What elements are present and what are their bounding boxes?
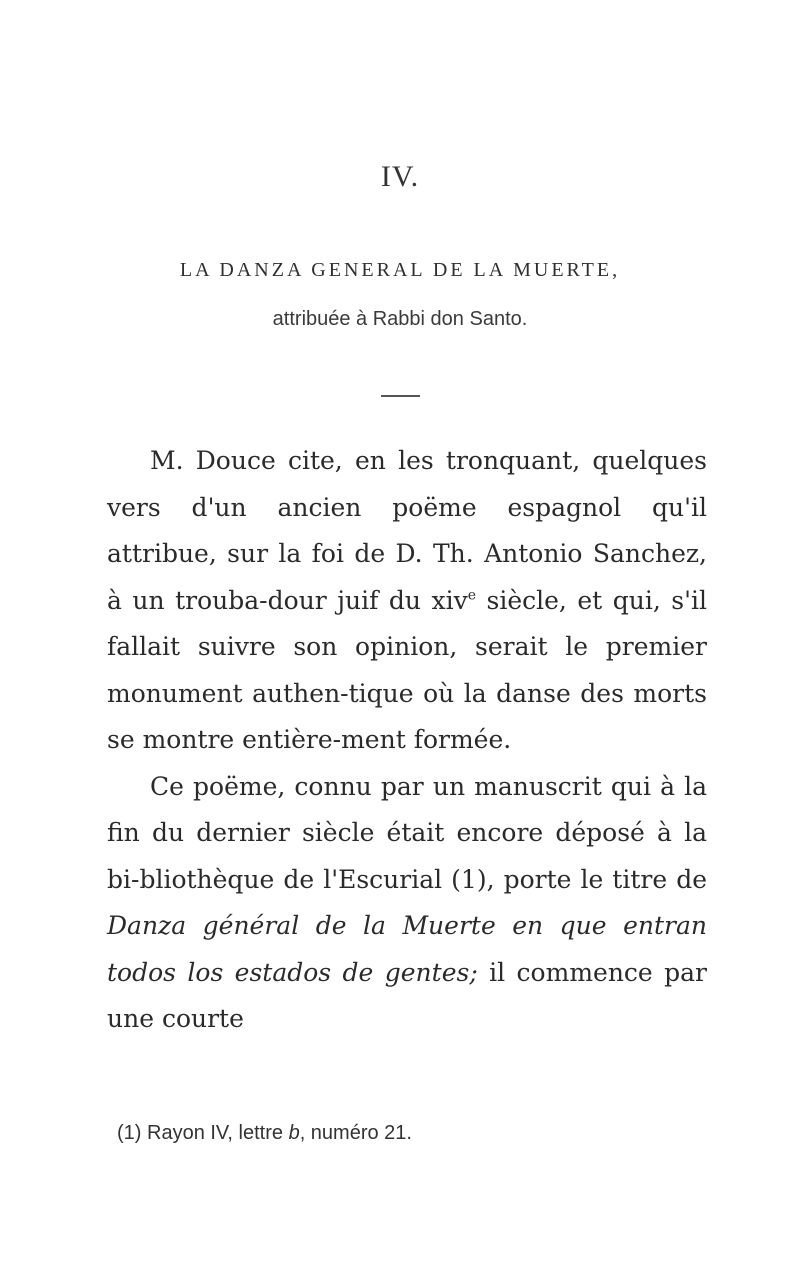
paragraph-2-text-a: Ce poëme, connu par un manuscrit qui à la fin du dernier siècle était encore déposé à la bi-bliothèque de l'Escurial (1), porte le titre de (107, 771, 707, 894)
footnote (117, 1122, 717, 1145)
body-text (107, 438, 707, 1043)
century-superscript: e (467, 587, 476, 604)
section-title: LA DANZA GENERAL DE LA MUERTE, (179, 259, 621, 281)
paragraph-2 (107, 764, 707, 1043)
paragraph-2-text-b: il commence par une courte (107, 957, 707, 1033)
footnote-text-a: (1) Rayon IV, lettre (117, 1122, 289, 1144)
paragraph-1-text-a: M. Douce cite, en les tronquant, quelques vers d'un ancien poëme espagnol qu'il attribue, sur la foi de D. Th. Antonio Sanchez, à un trouba-dour juif du xiv (107, 446, 707, 615)
footnote-italic: b (288, 1122, 300, 1144)
footnote-text-b: , numéro 21. (299, 1122, 412, 1144)
separator-rule (381, 395, 420, 397)
section-subtitle: attribuée à Rabbi don Santo. (272, 308, 528, 330)
section-numeral: IV. (380, 160, 420, 193)
paragraph-1 (107, 438, 707, 764)
paragraph-1-text-b: siècle, et qui, s'il fallait suivre son opinion, serait le premier monument authen-tique où la danse des morts se montre entière-ment formée. (107, 585, 707, 754)
poem-title-italic: Danza général de la Muerte en que entran todos los estados de gentes; (107, 911, 707, 987)
